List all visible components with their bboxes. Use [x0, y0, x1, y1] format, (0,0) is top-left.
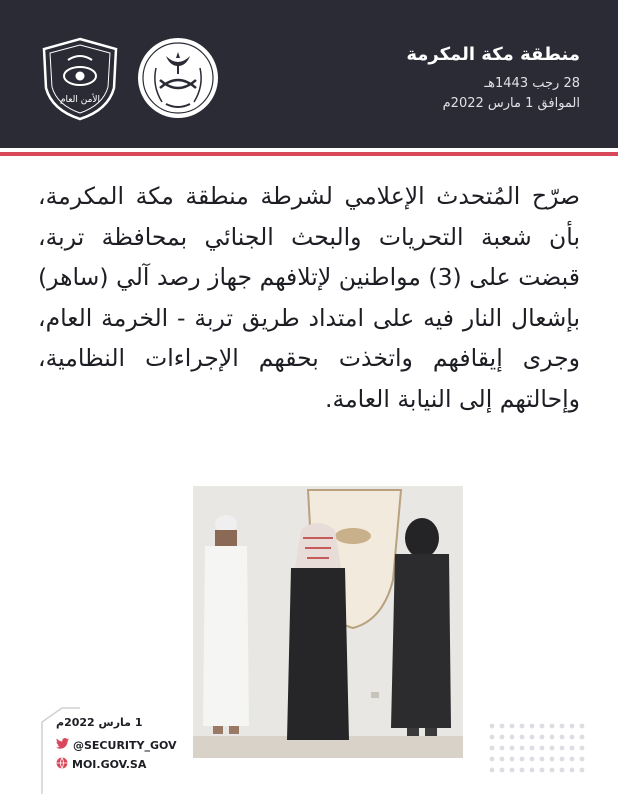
- globe-icon: [56, 757, 68, 772]
- statement-text: صرّح المُتحدث الإعلامي لشرطة منطقة مكة المكرمة، بأن شعبة التحريات والبحث الجنائي بمحافظة تربة، قبضت على (3) مواطنين لإتلافهم جهاز رصد آلي (ساهر) بإشعال النار فيه على امتداد طريق تربة - الخرمة العام، وجرى إيقافهم واتخذت بحقهم الإجراءات النظامية، وإحالتهم إلى النيابة العامة.: [38, 182, 580, 413]
- saudi-emblem-icon: [136, 36, 220, 120]
- decorative-dot-pattern: [488, 722, 586, 776]
- gregorian-date: الموافق 1 مارس 2022م: [442, 96, 580, 111]
- website-link[interactable]: [56, 757, 146, 772]
- security-logo-icon: [38, 36, 122, 122]
- suspects-photo: [193, 486, 463, 758]
- hijri-date: 28 رجب 1443هـ: [484, 76, 580, 91]
- header-accent-line: [0, 152, 618, 156]
- twitter-icon: [56, 738, 69, 752]
- security-logo-text: الأمن العام: [59, 95, 101, 105]
- twitter-handle[interactable]: [56, 738, 177, 752]
- website-label: MOI.GOV.SA: [72, 758, 147, 771]
- region-title: منطقة مكة المكرمة: [406, 44, 580, 65]
- twitter-handle-label: @SECURITY_GOV: [73, 738, 177, 752]
- footer-date: 1 مارس 2022م: [56, 716, 143, 729]
